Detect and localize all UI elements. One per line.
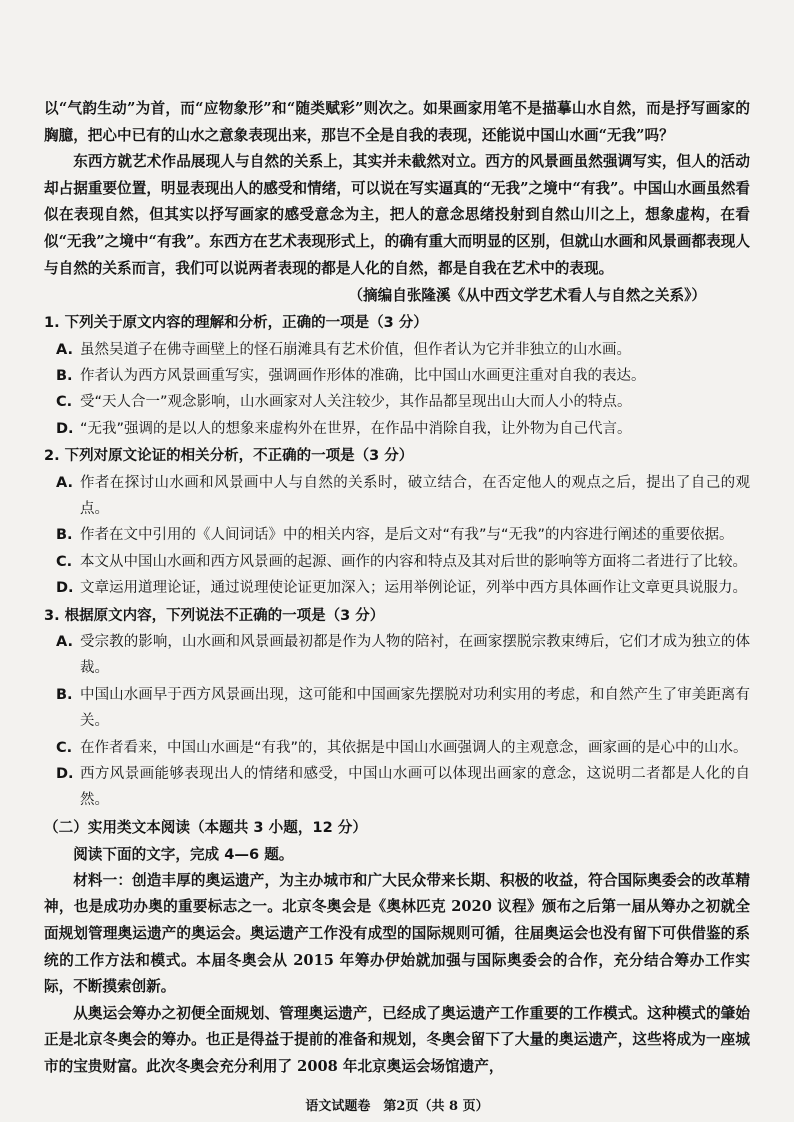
page-footer: 语文试题卷 第2页（共 8 页）	[305, 1099, 489, 1114]
option-letter: A.	[56, 634, 73, 651]
option-text: 受宗教的影响，山水画和风景画最初都是作为人物的陪衬，在画家摆脱宗教束缚后，它们才成为独立的体裁。	[80, 634, 750, 677]
option-letter: C.	[56, 553, 73, 570]
option-b	[44, 682, 750, 735]
option-text: “无我”强调的是以人的想象来虚构外在世界，在作品中消除自我，让外物为自己代言。	[80, 420, 632, 437]
option-text: 受“天人合一”观念影响，山水画家对人关注较少，其作品都呈现出山大而人小的特点。	[80, 394, 632, 411]
material-paragraph: 从奥运会筹办之初便全面规划、管理奥运遗产，已经成了奥运遗产工作重要的工作模式。这种模式的肇始正是北京冬奥会的筹办。也正是得益于提前的准备和规划，冬奥会留下了大量的奥运遗产，这些将成为一座城市的宝贵财富。此次冬奥会充分利用了 2008 年北京奥运会场馆遗产，	[44, 1004, 750, 1076]
question-3	[44, 603, 750, 814]
section-instruction: 阅读下面的文字，完成 4—6 题。	[73, 845, 294, 863]
question-stem: 3. 根据原文内容，下列说法不正确的一项是（3 分）	[44, 607, 385, 624]
option-b	[44, 363, 750, 389]
passage-paragraph: 东西方就艺术作品展现人与自然的关系上，其实并未截然对立。西方的风景画虽然强调写实，但人的活动却占据重要位置，明显表现出人的感受和情绪，可以说在写实逼真的“无我”之境中“有我”。中国山水画虽然看似在表现自然，但其实以抒写画家的感受意念为主，把人的意念思绪投射到自然山川之上，想象虚构，在看似“无我”之境中“有我”。东西方在艺术表现形式上，的确有重大而明显的区别，但就山水画和风景画都表现人与自然的关系而言，我们可以说两者表现的都是人化的自然，都是自我在艺术中的表现。	[44, 153, 750, 277]
option-text: 作者认为西方风景画重写实，强调画作形体的准确，比中国山水画更注重对自我的表达。	[80, 367, 646, 384]
option-c	[44, 549, 750, 575]
passage-source: （摘编自张隆溪《从中西文学艺术看人与自然之关系》）	[348, 287, 706, 305]
option-letter: D.	[56, 766, 74, 783]
option-letter: D.	[56, 420, 74, 437]
section-heading: （二）实用类文本阅读（本题共 3 小题，12 分）	[44, 818, 367, 836]
option-letter: B.	[56, 686, 73, 703]
option-d	[44, 575, 750, 601]
option-d	[44, 416, 750, 442]
option-letter: D.	[56, 580, 74, 597]
option-text: 虽然吴道子在佛寺画壁上的怪石崩滩具有艺术价值，但作者认为它并非独立的山水画。	[80, 341, 631, 358]
option-letter: C.	[56, 394, 73, 411]
option-text: 作者在文中引用的《人间词话》中的相关内容，是后文对“有我”与“无我”的内容进行阐述的重要依据。	[80, 527, 734, 544]
option-a	[44, 337, 750, 363]
passage-paragraph: 以“气韵生动”为首，而“应物象形”和“随类赋彩”则次之。如果画家用笔不是描摹山水自然，而是抒写画家的胸臆，把心中已有的山水之意象表现出来，那岂不全是自我的表现，还能说中国山水画“无我”吗？	[44, 100, 750, 144]
question-stem: 1. 下列关于原文内容的理解和分析，正确的一项是（3 分）	[44, 315, 428, 332]
option-letter: A.	[56, 341, 73, 358]
option-text: 本文从中国山水画和西方风景画的起源、画作的内容和特点及其对后世的影响等方面将二者进行了比较。	[80, 553, 747, 570]
option-text: 在作者看来，中国山水画是“有我”的，其依据是中国山水画强调人的主观意念，画家画的是心中的山水。	[80, 739, 748, 756]
question-1	[44, 310, 750, 442]
option-letter: B.	[56, 367, 73, 384]
material-paragraph: 材料一：创造丰厚的奥运遗产，为主办城市和广大民众带来长期、积极的收益，符合国际奥委会的改革精神，也是成功办奥的重要标志之一。北京冬奥会是《奥林匹克 2020 议程》颁布之后第一届从筹办之初就全面规划管理奥运遗产的奥运会。奥运遗产工作没有成型的国际规则可循，往届奥运会也没有留下可供借鉴的系统的工作方法和模式。本届冬奥会从 2015 年筹办伊始就加强与国际奥委会的合作，充分结合筹办工作实际，不断摸索创新。	[44, 871, 750, 996]
option-letter: B.	[56, 527, 73, 544]
option-text: 中国山水画早于西方风景画出现，这可能和中国画家先摆脱对功利实用的考虑，和自然产生了审美距离有关。	[80, 686, 750, 730]
question-stem: 2. 下列对原文论证的相关分析，不正确的一项是（3 分）	[44, 448, 414, 465]
option-text: 文章运用道理论证，通过说理使论证更加深入；运用举例论证，列举中西方具体画作让文章更具说服力。	[80, 580, 747, 597]
option-letter: C.	[56, 739, 73, 756]
option-a	[44, 629, 750, 682]
option-d	[44, 761, 750, 814]
option-c	[44, 389, 750, 415]
option-text: 作者在探讨山水画和风景画中人与自然的关系时，破立结合，在否定他人的观点之后，提出了自己的观点。	[80, 474, 750, 517]
option-letter: A.	[56, 474, 73, 491]
option-a	[44, 470, 750, 523]
question-2	[44, 443, 750, 601]
option-c	[44, 735, 750, 761]
option-text: 西方风景画能够表现出人的情绪和感受，中国山水画可以体现出画家的意念，这说明二者都是人化的自然。	[80, 766, 750, 809]
option-b	[44, 522, 750, 548]
